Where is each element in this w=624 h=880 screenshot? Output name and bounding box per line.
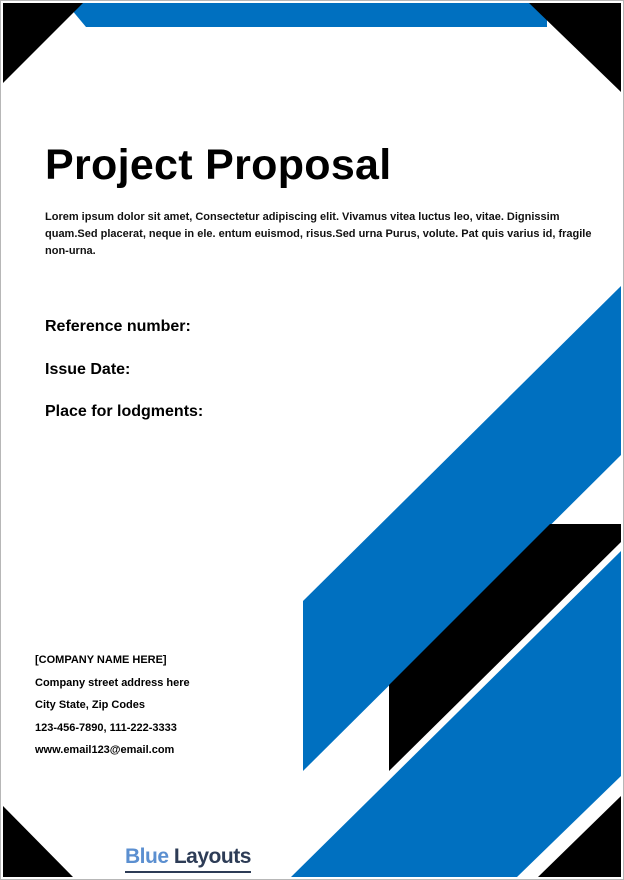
intro-paragraph: Lorem ipsum dolor sit amet, Consectetur adipiscing elit. Vivamus vitea luctus leo, vitae. Dignissim quam.Sed placerat, neque in ele. entum euismod, risus.Sed urna Purus, volute. Pat quis varius id, fragile non-urna. (45, 211, 592, 257)
company-street: Company street address here (35, 676, 190, 689)
company-phone: 123-456-7890, 111-222-3333 (35, 721, 177, 734)
company-email: www.email123@email.com (35, 744, 175, 756)
top-blue-bar (66, 3, 547, 27)
logo-word-layouts: Layouts (173, 845, 251, 868)
reference-number-label: Reference number: (45, 318, 191, 335)
issue-date-label: Issue Date: (45, 361, 131, 378)
lodgments-label: Place for lodgments: (45, 403, 204, 420)
company-city: City State, Zip Codes (35, 699, 146, 711)
company-info (35, 649, 190, 762)
page-title: Project Proposal (45, 141, 392, 189)
top-left-corner (3, 3, 83, 83)
bottom-left-corner (3, 806, 73, 877)
company-name: [COMPANY NAME HERE] (35, 654, 167, 666)
logo-word-blue: Blue (125, 845, 169, 868)
logo-underline (125, 871, 251, 873)
blue-layouts-logo (125, 845, 251, 869)
